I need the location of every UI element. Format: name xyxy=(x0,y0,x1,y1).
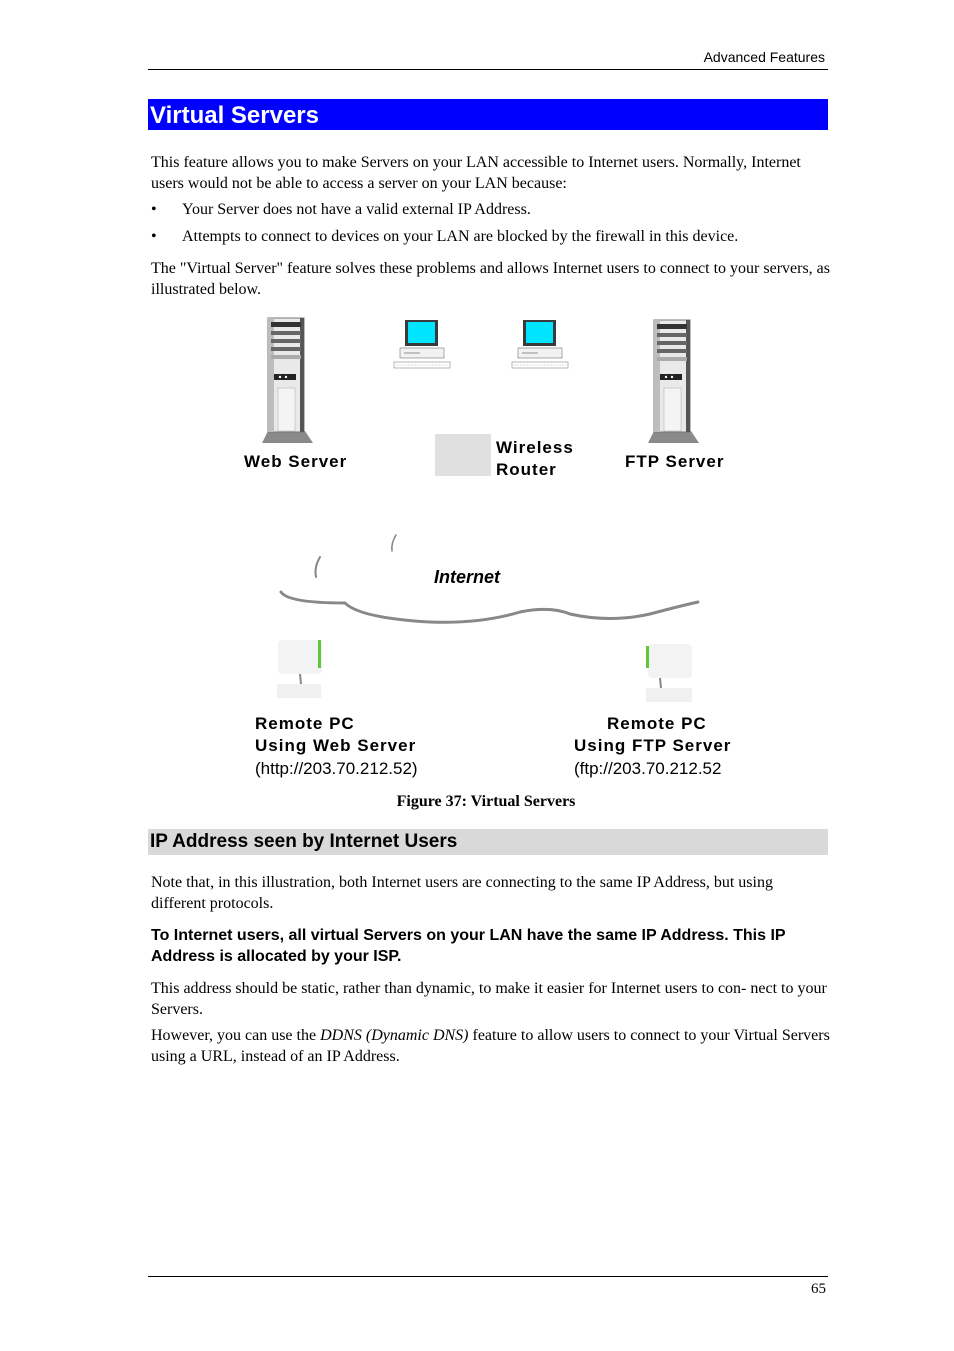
ddns-link-text: DDNS (Dynamic DNS) xyxy=(320,1027,469,1044)
remote-pc-web-url: (http://203.70.212.52) xyxy=(255,759,418,778)
remote-pc-ftp-subtitle: Using FTP Server xyxy=(574,736,732,755)
remote-pc-ftp-label: Remote PC xyxy=(607,714,707,733)
router-label-line2: Router xyxy=(496,460,557,479)
footer-rule xyxy=(148,1276,828,1277)
router-icon xyxy=(435,434,491,476)
web-server-label: Web Server xyxy=(244,452,348,471)
desktop-pc-icon xyxy=(394,320,450,368)
desktop-pc-icon xyxy=(512,320,568,368)
ddns-text-before: However, you can use the xyxy=(151,1027,321,1044)
remote-pc-ftp-url: (ftp://203.70.212.52 xyxy=(574,759,722,778)
web-server-tower-icon xyxy=(262,318,313,443)
ftp-server-label: FTP Server xyxy=(625,452,725,471)
remote-pc-web-subtitle: Using Web Server xyxy=(255,736,417,755)
solution-paragraph: The "Virtual Server" feature solves these problems and allows Internet users to connect to your servers, as illustrated below. xyxy=(151,260,830,298)
remote-pc-icon xyxy=(277,640,322,698)
intro-paragraph: This feature allows you to make Servers on your LAN accessible to Internet users. Normally, Internet users would not be able to access a server on your LAN because: xyxy=(151,154,801,192)
ddns-paragraph xyxy=(151,1025,831,1067)
running-header: Advanced Features xyxy=(703,49,825,65)
ftp-server-tower-icon xyxy=(648,320,699,443)
bullet-text: Attempts to connect to devices on your LAN are blocked by the firewall in this device. xyxy=(182,228,739,245)
figure-caption: Figure 37: Virtual Servers xyxy=(396,793,576,810)
page-number: 65 xyxy=(811,1281,826,1297)
bullet-dot: • xyxy=(151,228,157,245)
static-address-paragraph: This address should be static, rather than dynamic, to make it easier for Internet users to con- nect to your Servers. xyxy=(151,980,827,1018)
router-label-line1: Wireless xyxy=(496,438,574,457)
subsection-title: IP Address seen by Internet Users xyxy=(148,829,828,855)
section-title: Virtual Servers xyxy=(148,99,828,130)
internet-label: Internet xyxy=(434,567,501,587)
ddns-text-after: feature to allow users to connect to your Virtual Servers using a URL, instead of an IP Address. xyxy=(151,1027,830,1065)
bullet-dot: • xyxy=(151,201,157,218)
emphasis-paragraph: To Internet users, all virtual Servers on your LAN have the same IP Address. This IP Address is allocated by your ISP. xyxy=(151,927,786,965)
note-paragraph: Note that, in this illustration, both Internet users are connecting to the same IP Address, but using different protocols. xyxy=(151,874,773,912)
remote-pc-web-label: Remote PC xyxy=(255,714,355,733)
remote-pc-icon xyxy=(646,644,692,702)
bullet-text: Your Server does not have a valid external IP Address. xyxy=(182,201,531,218)
